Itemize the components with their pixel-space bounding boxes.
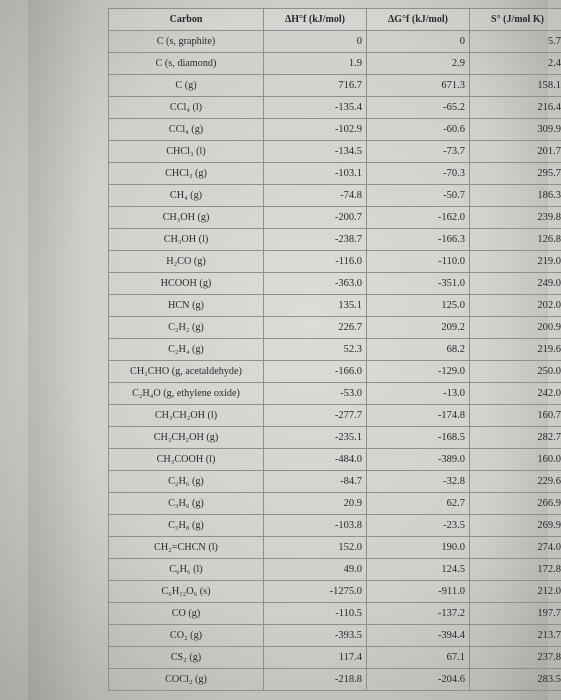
gibbs-cell: -50.7: [366, 185, 469, 207]
gibbs-cell: -204.6: [366, 669, 469, 691]
header-enthalpy: ΔH°f (kJ/mol): [263, 9, 366, 31]
table-row: [109, 581, 561, 603]
compound-cell: C₃H₆ (g): [109, 493, 264, 515]
entropy-cell: 237.8: [469, 647, 561, 669]
thermo-data-table: [108, 8, 561, 691]
table-row: [109, 119, 561, 141]
compound-cell: CH₃CHO (g, acetaldehyde): [109, 361, 264, 383]
table-row: [109, 383, 561, 405]
gibbs-cell: -394.4: [366, 625, 469, 647]
header-compound: Carbon: [109, 9, 264, 31]
table-row: [109, 295, 561, 317]
table-header-row: [109, 9, 561, 31]
enthalpy-cell: -102.9: [263, 119, 366, 141]
entropy-cell: 242.0: [469, 383, 561, 405]
table-row: [109, 163, 561, 185]
table-row: [109, 185, 561, 207]
gibbs-cell: 124.5: [366, 559, 469, 581]
compound-cell: CO₂ (g): [109, 625, 264, 647]
enthalpy-cell: -103.1: [263, 163, 366, 185]
entropy-cell: 249.0: [469, 273, 561, 295]
compound-cell: CH₃OH (l): [109, 229, 264, 251]
entropy-cell: 282.7: [469, 427, 561, 449]
gibbs-cell: -351.0: [366, 273, 469, 295]
table-row: [109, 31, 561, 53]
table-row: [109, 647, 561, 669]
enthalpy-cell: -110.5: [263, 603, 366, 625]
table-row: [109, 669, 561, 691]
entropy-cell: 200.9: [469, 317, 561, 339]
enthalpy-cell: -84.7: [263, 471, 366, 493]
table-row: [109, 273, 561, 295]
entropy-cell: 186.3: [469, 185, 561, 207]
enthalpy-cell: -235.1: [263, 427, 366, 449]
table-row: [109, 603, 561, 625]
enthalpy-cell: -135.4: [263, 97, 366, 119]
compound-cell: CH₃COOH (l): [109, 449, 264, 471]
enthalpy-cell: -238.7: [263, 229, 366, 251]
enthalpy-cell: -393.5: [263, 625, 366, 647]
gibbs-cell: -911.0: [366, 581, 469, 603]
table-row: [109, 493, 561, 515]
gibbs-cell: 671.3: [366, 75, 469, 97]
table-row: [109, 97, 561, 119]
enthalpy-cell: 135.1: [263, 295, 366, 317]
entropy-cell: 126.8: [469, 229, 561, 251]
compound-cell: C (s, diamond): [109, 53, 264, 75]
enthalpy-cell: -103.8: [263, 515, 366, 537]
entropy-cell: 266.9: [469, 493, 561, 515]
enthalpy-cell: 20.9: [263, 493, 366, 515]
entropy-cell: 309.9: [469, 119, 561, 141]
compound-cell: CH₃CH₂OH (g): [109, 427, 264, 449]
gibbs-cell: -110.0: [366, 251, 469, 273]
entropy-cell: 219.0: [469, 251, 561, 273]
entropy-cell: 239.8: [469, 207, 561, 229]
header-gibbs: ΔG°f (kJ/mol): [366, 9, 469, 31]
enthalpy-cell: -74.8: [263, 185, 366, 207]
entropy-cell: 274.0: [469, 537, 561, 559]
gibbs-cell: -23.5: [366, 515, 469, 537]
gibbs-cell: 0: [366, 31, 469, 53]
gibbs-cell: 190.0: [366, 537, 469, 559]
table-row: [109, 361, 561, 383]
enthalpy-cell: 1.9: [263, 53, 366, 75]
entropy-cell: 201.7: [469, 141, 561, 163]
gibbs-cell: -73.7: [366, 141, 469, 163]
gibbs-cell: 67.1: [366, 647, 469, 669]
gibbs-cell: -129.0: [366, 361, 469, 383]
gibbs-cell: -60.6: [366, 119, 469, 141]
gibbs-cell: -137.2: [366, 603, 469, 625]
table-row: [109, 625, 561, 647]
compound-cell: CO (g): [109, 603, 264, 625]
enthalpy-cell: -1275.0: [263, 581, 366, 603]
enthalpy-cell: 152.0: [263, 537, 366, 559]
gibbs-cell: -32.8: [366, 471, 469, 493]
table-row: [109, 339, 561, 361]
compound-cell: CHCl₃ (l): [109, 141, 264, 163]
entropy-cell: 283.5: [469, 669, 561, 691]
header-entropy: S° (J/mol K): [469, 9, 561, 31]
gibbs-cell: 125.0: [366, 295, 469, 317]
table-row: [109, 53, 561, 75]
table-row: [109, 405, 561, 427]
compound-cell: HCOOH (g): [109, 273, 264, 295]
compound-cell: CHCl₃ (g): [109, 163, 264, 185]
enthalpy-cell: 52.3: [263, 339, 366, 361]
gibbs-cell: 68.2: [366, 339, 469, 361]
compound-cell: C₂H₆ (g): [109, 471, 264, 493]
table-row: [109, 141, 561, 163]
entropy-cell: 158.1: [469, 75, 561, 97]
entropy-cell: 160.0: [469, 449, 561, 471]
compound-cell: CCl₄ (l): [109, 97, 264, 119]
paper-sheet: [28, 0, 561, 700]
table-row: [109, 317, 561, 339]
entropy-cell: 250.0: [469, 361, 561, 383]
compound-cell: C₂H₄O (g, ethylene oxide): [109, 383, 264, 405]
table-row: [109, 559, 561, 581]
gibbs-cell: -65.2: [366, 97, 469, 119]
enthalpy-cell: 226.7: [263, 317, 366, 339]
entropy-cell: 212.0: [469, 581, 561, 603]
gibbs-cell: -174.8: [366, 405, 469, 427]
entropy-cell: 172.8: [469, 559, 561, 581]
enthalpy-cell: -484.0: [263, 449, 366, 471]
gibbs-cell: -70.3: [366, 163, 469, 185]
gibbs-cell: -162.0: [366, 207, 469, 229]
table-row: [109, 515, 561, 537]
compound-cell: H₂CO (g): [109, 251, 264, 273]
table-row: [109, 229, 561, 251]
enthalpy-cell: -218.8: [263, 669, 366, 691]
enthalpy-cell: -116.0: [263, 251, 366, 273]
entropy-cell: 197.7: [469, 603, 561, 625]
enthalpy-cell: -363.0: [263, 273, 366, 295]
entropy-cell: 216.4: [469, 97, 561, 119]
table-row: [109, 471, 561, 493]
entropy-cell: 213.7: [469, 625, 561, 647]
table-row: [109, 75, 561, 97]
enthalpy-cell: -277.7: [263, 405, 366, 427]
entropy-cell: 5.7: [469, 31, 561, 53]
compound-cell: CCl₄ (g): [109, 119, 264, 141]
compound-cell: C₆H₁₂O₆ (s): [109, 581, 264, 603]
enthalpy-cell: 0: [263, 31, 366, 53]
compound-cell: C₂H₄ (g): [109, 339, 264, 361]
gibbs-cell: -168.5: [366, 427, 469, 449]
compound-cell: C₃H₈ (g): [109, 515, 264, 537]
gibbs-cell: 62.7: [366, 493, 469, 515]
compound-cell: CS₂ (g): [109, 647, 264, 669]
gibbs-cell: -389.0: [366, 449, 469, 471]
enthalpy-cell: 49.0: [263, 559, 366, 581]
compound-cell: CH₂=CHCN (l): [109, 537, 264, 559]
compound-cell: C₆H₆ (l): [109, 559, 264, 581]
gibbs-cell: 2.9: [366, 53, 469, 75]
compound-cell: COCl₂ (g): [109, 669, 264, 691]
table-row: [109, 537, 561, 559]
entropy-cell: 2.4: [469, 53, 561, 75]
compound-cell: C (g): [109, 75, 264, 97]
table-row: [109, 251, 561, 273]
table-row: [109, 449, 561, 471]
enthalpy-cell: 716.7: [263, 75, 366, 97]
table-body: [109, 31, 561, 691]
enthalpy-cell: -53.0: [263, 383, 366, 405]
compound-cell: HCN (g): [109, 295, 264, 317]
entropy-cell: 229.6: [469, 471, 561, 493]
entropy-cell: 202.0: [469, 295, 561, 317]
table-row: [109, 207, 561, 229]
table-row: [109, 427, 561, 449]
compound-cell: C₂H₂ (g): [109, 317, 264, 339]
gibbs-cell: -166.3: [366, 229, 469, 251]
compound-cell: CH₄ (g): [109, 185, 264, 207]
enthalpy-cell: 117.4: [263, 647, 366, 669]
entropy-cell: 269.9: [469, 515, 561, 537]
entropy-cell: 160.7: [469, 405, 561, 427]
enthalpy-cell: -134.5: [263, 141, 366, 163]
entropy-cell: 219.6: [469, 339, 561, 361]
compound-cell: CH₃OH (g): [109, 207, 264, 229]
compound-cell: C (s, graphite): [109, 31, 264, 53]
compound-cell: CH₃CH₂OH (l): [109, 405, 264, 427]
enthalpy-cell: -200.7: [263, 207, 366, 229]
gibbs-cell: -13.0: [366, 383, 469, 405]
entropy-cell: 295.7: [469, 163, 561, 185]
enthalpy-cell: -166.0: [263, 361, 366, 383]
gibbs-cell: 209.2: [366, 317, 469, 339]
